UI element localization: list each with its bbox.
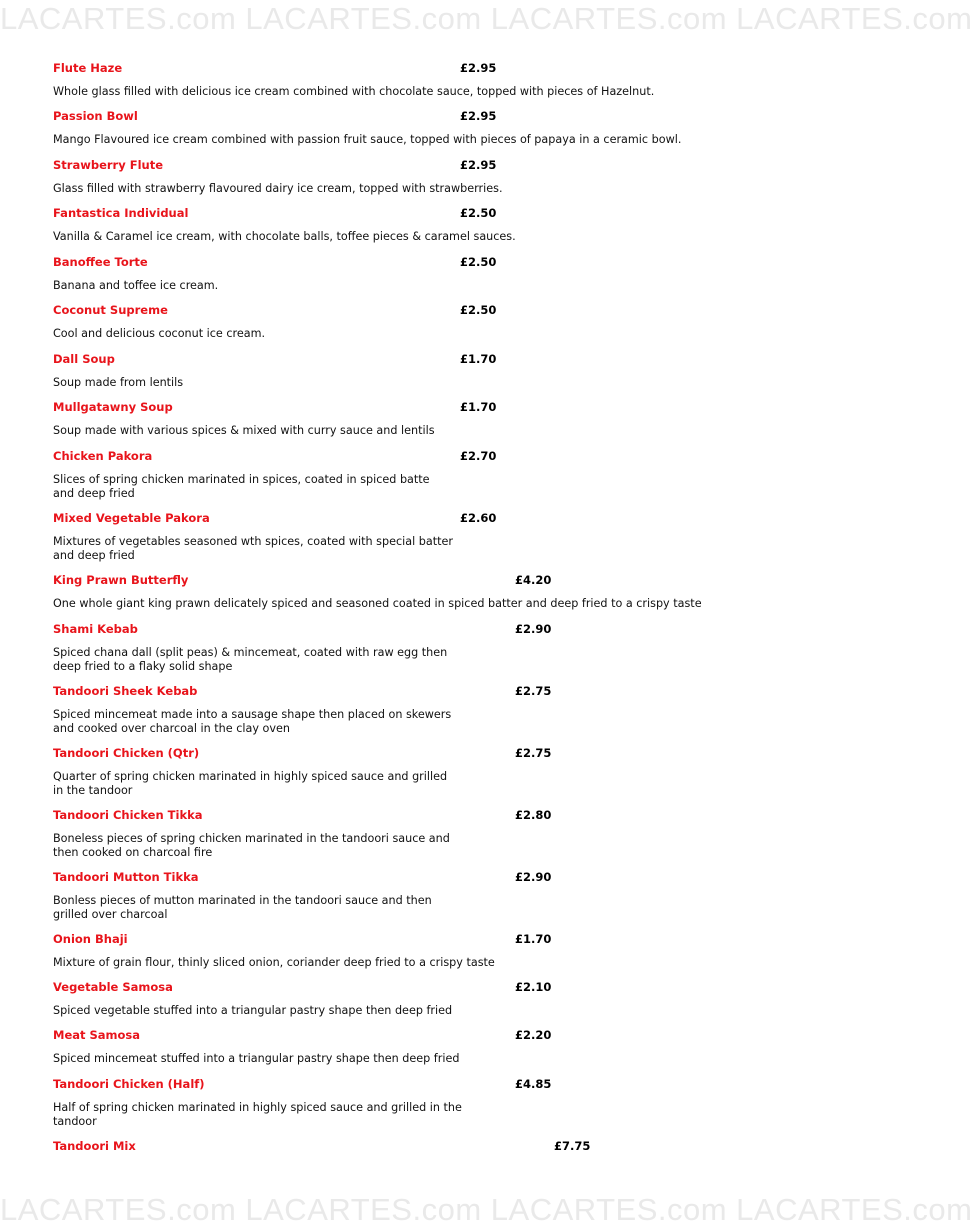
item-description: Cool and delicious coconut ice cream.	[53, 327, 266, 340]
item-price: £2.95	[460, 158, 497, 172]
item-name: Banoffee Torte	[53, 255, 148, 269]
item-name: Flute Haze	[53, 61, 123, 75]
item-description: Soup made with various spices & mixed with curry sauce and lentils	[53, 424, 435, 437]
item-price: £4.20	[515, 573, 552, 587]
item-description: Boneless pieces of spring chicken marinated in the tandoori sauce and then cooked on charcoal fire	[53, 832, 450, 859]
item-description: Banana and toffee ice cream.	[53, 279, 219, 292]
item-name: Strawberry Flute	[53, 158, 163, 172]
item-price: £2.10	[515, 980, 552, 994]
item-description: Quarter of spring chicken marinated in highly spiced sauce and grilled in the tandoor	[53, 770, 448, 797]
item-description: Mixtures of vegetables seasoned wth spices, coated with special batter and deep fried	[53, 535, 453, 562]
item-price: £2.20	[515, 1028, 552, 1042]
item-description: Half of spring chicken marinated in highly spiced sauce and grilled in the tandoor	[53, 1101, 462, 1128]
item-price: £4.85	[515, 1077, 552, 1091]
item-price: £2.75	[515, 684, 552, 698]
item-price: £2.95	[460, 109, 497, 123]
item-price: £2.90	[515, 870, 552, 884]
item-name: Tandoori Chicken (Qtr)	[53, 746, 200, 760]
item-description: Whole glass filled with delicious ice cream combined with chocolate sauce, topped with pieces of Hazelnut.	[53, 85, 655, 98]
item-price: £7.75	[554, 1139, 591, 1153]
item-name: Passion Bowl	[53, 109, 138, 123]
item-description: Slices of spring chicken marinated in spices, coated in spiced batte and deep fried	[53, 473, 430, 500]
item-name: Tandoori Sheek Kebab	[53, 684, 198, 698]
item-description: Spiced chana dall (split peas) & mincemeat, coated with raw egg then deep fried to a flaky solid shape	[53, 646, 448, 673]
item-name: Shami Kebab	[53, 622, 138, 636]
item-price: £2.50	[460, 255, 497, 269]
item-price: £1.70	[460, 400, 497, 414]
item-name: Mixed Vegetable Pakora	[53, 511, 210, 525]
item-description: Glass filled with strawberry flavoured dairy ice cream, topped with strawberries.	[53, 182, 503, 195]
item-description: Vanilla & Caramel ice cream, with chocolate balls, toffee pieces & caramel sauces.	[53, 230, 516, 243]
item-price: £2.80	[515, 808, 552, 822]
item-name: Onion Bhaji	[53, 932, 128, 946]
item-name: Tandoori Mutton Tikka	[53, 870, 199, 884]
item-name: Tandoori Chicken (Half)	[53, 1077, 205, 1091]
item-description: Spiced vegetable stuffed into a triangular pastry shape then deep fried	[53, 1004, 453, 1017]
item-price: £2.60	[460, 511, 497, 525]
item-name: Tandoori Mix	[53, 1139, 136, 1153]
item-name: Vegetable Samosa	[53, 980, 173, 994]
item-description: Mixture of grain flour, thinly sliced onion, coriander deep fried to a crispy taste	[53, 956, 495, 969]
item-description: Mango Flavoured ice cream combined with passion fruit sauce, topped with pieces of papaya in a ceramic bowl.	[53, 133, 682, 146]
item-price: £2.50	[460, 303, 497, 317]
item-price: £2.90	[515, 622, 552, 636]
item-price: £2.70	[460, 449, 497, 463]
item-name: Meat Samosa	[53, 1028, 141, 1042]
item-description: Soup made from lentils	[53, 376, 184, 389]
watermark-bottom: LACARTES.com LACARTES.com LACARTES.com LACARTES.com	[0, 1192, 972, 1227]
item-price: £2.75	[515, 746, 552, 760]
item-price: £1.70	[515, 932, 552, 946]
item-name: Dall Soup	[53, 352, 115, 366]
item-name: Tandoori Chicken Tikka	[53, 808, 203, 822]
item-description: Spiced mincemeat stuffed into a triangular pastry shape then deep fried	[53, 1052, 460, 1065]
item-name: Mullgatawny Soup	[53, 400, 173, 414]
watermark-top: LACARTES.com LACARTES.com LACARTES.com LACARTES.com	[0, 1, 972, 36]
item-name: Fantastica Individual	[53, 206, 189, 220]
item-name: King Prawn Butterfly	[53, 573, 189, 587]
item-name: Coconut Supreme	[53, 303, 168, 317]
item-description: Spiced mincemeat made into a sausage shape then placed on skewers and cooked over charcoal in the clay oven	[53, 708, 452, 735]
item-name: Chicken Pakora	[53, 449, 153, 463]
item-description: Bonless pieces of mutton marinated in the tandoori sauce and then grilled over charcoal	[53, 894, 432, 921]
item-price: £2.50	[460, 206, 497, 220]
item-description: One whole giant king prawn delicately spiced and seasoned coated in spiced batter and deep fried to a crispy taste	[53, 597, 702, 610]
item-price: £2.95	[460, 61, 497, 75]
item-price: £1.70	[460, 352, 497, 366]
